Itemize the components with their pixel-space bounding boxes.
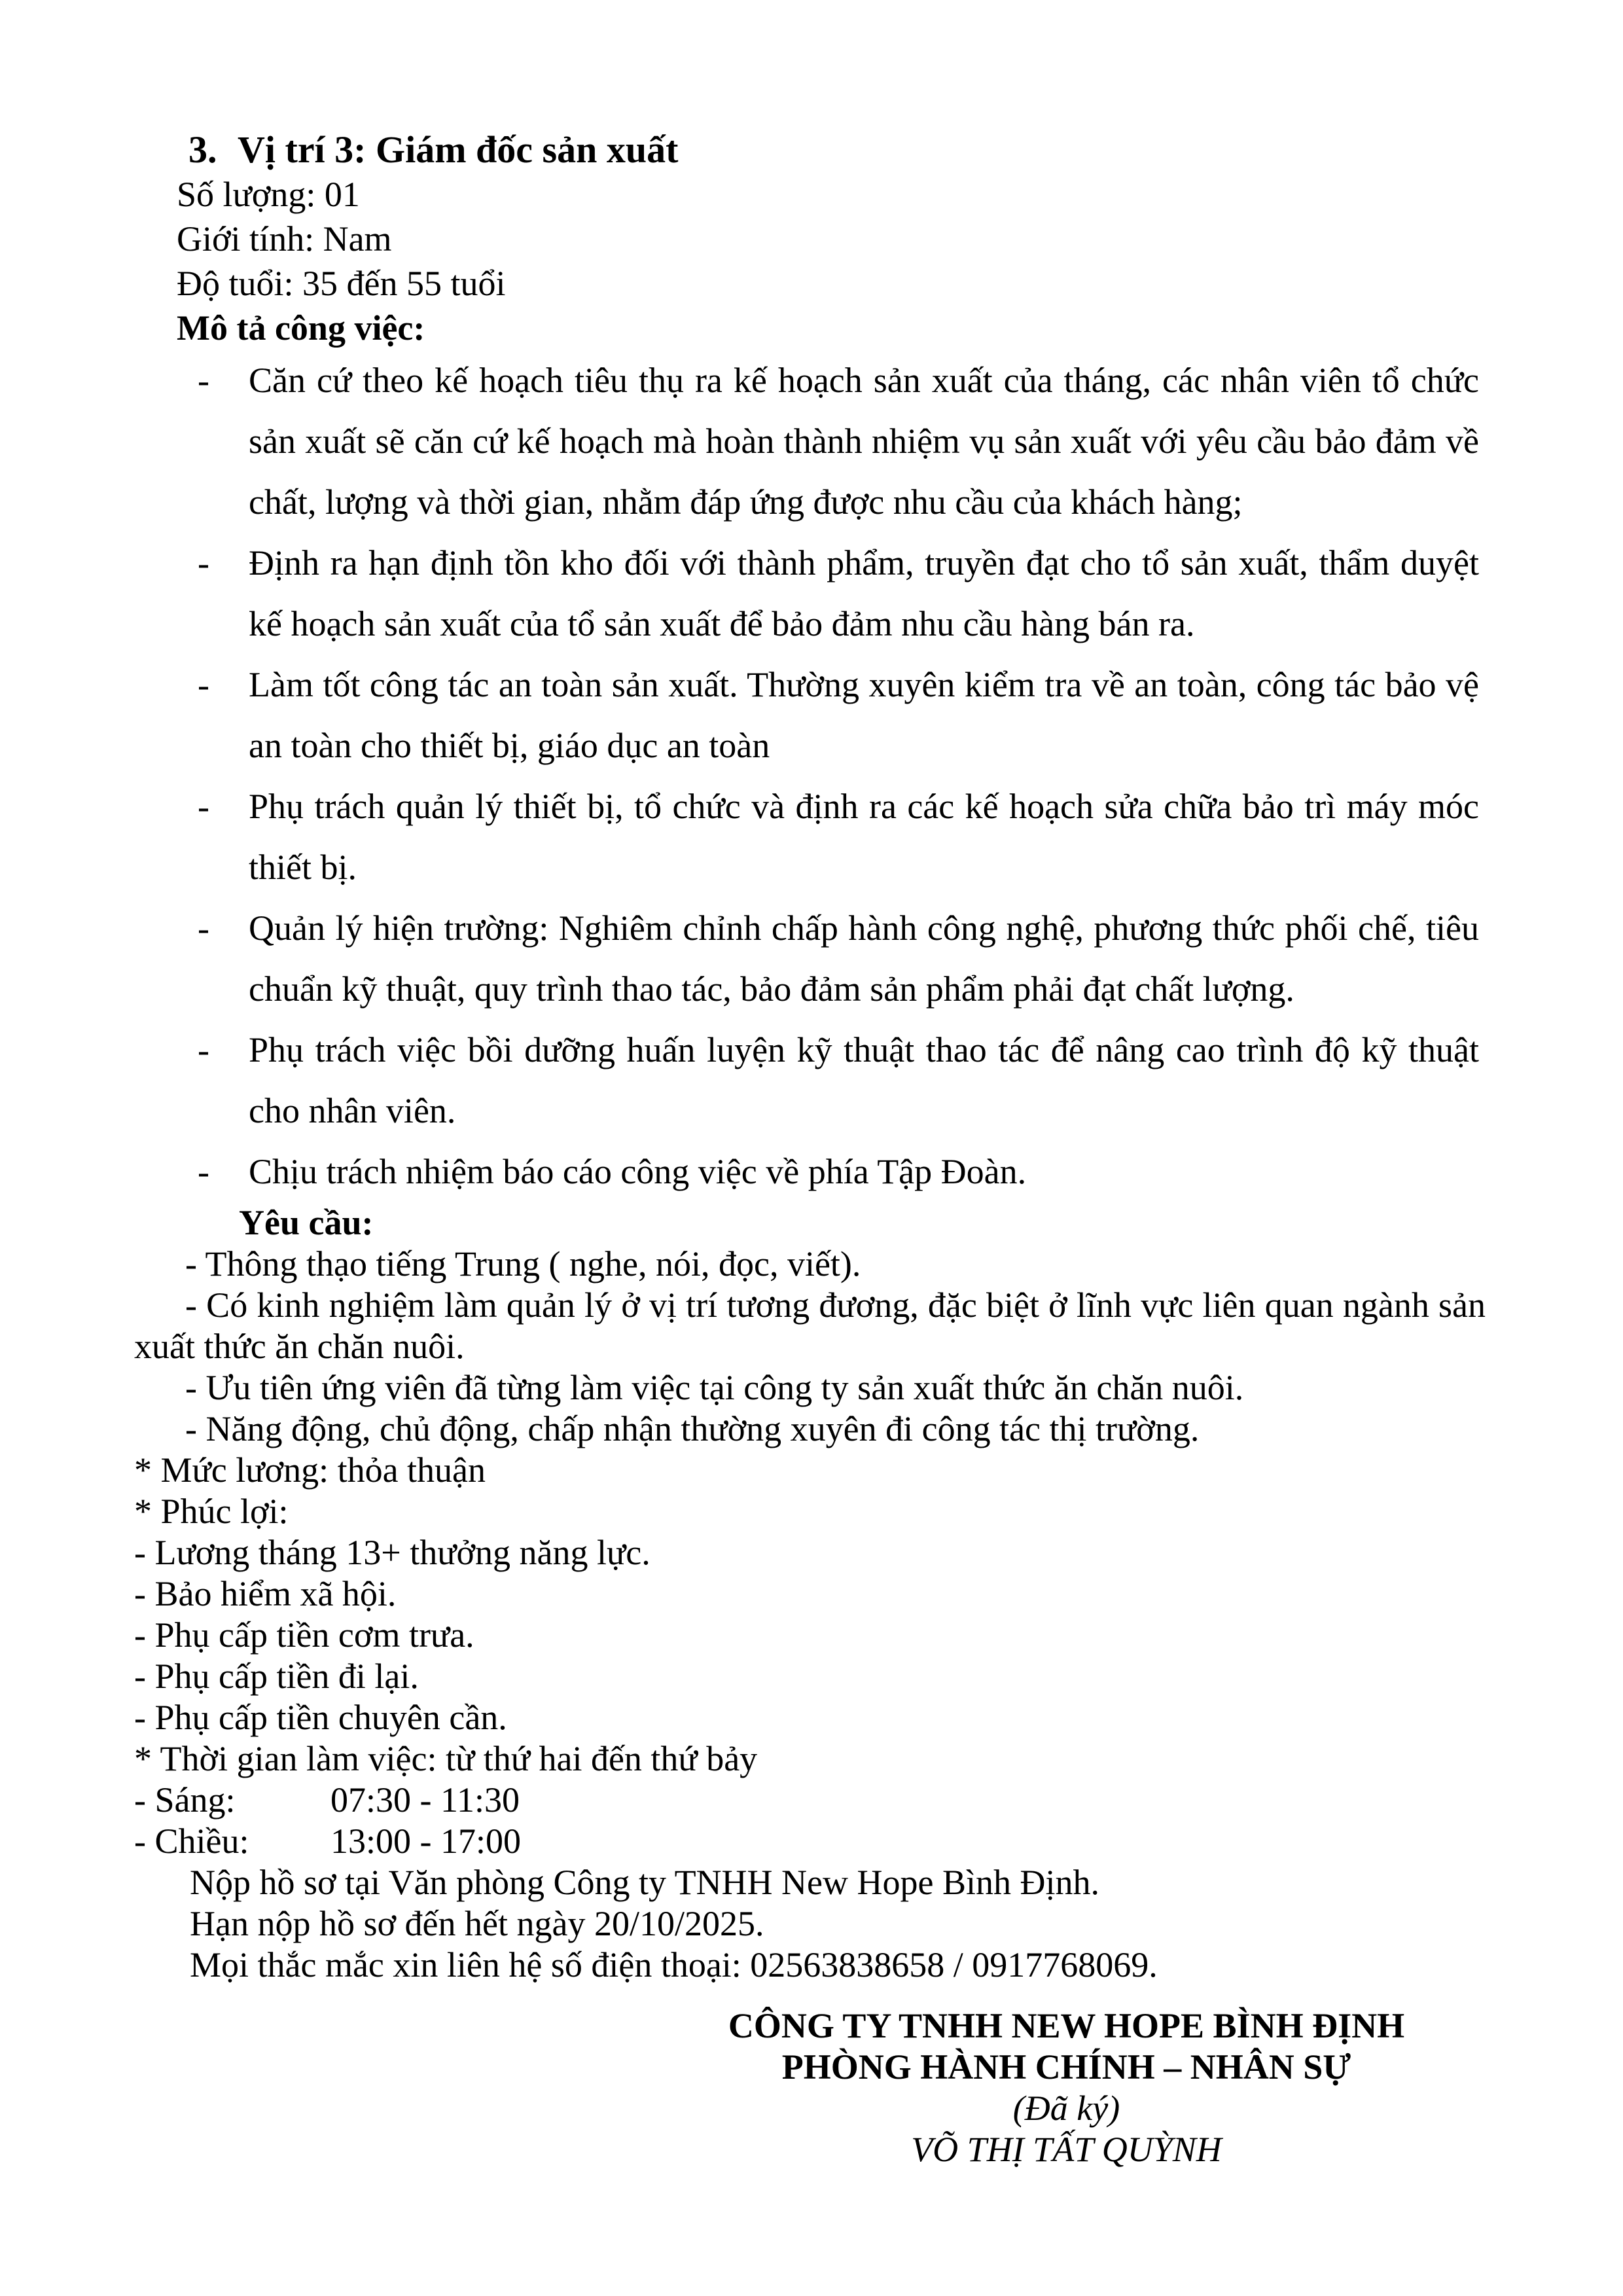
job-description-item	[198, 1141, 1479, 1202]
morning-label: - Sáng:	[134, 1780, 236, 1820]
benefits-heading: * Phúc lợi:	[134, 1492, 289, 1531]
signature-signer-name: VÕ THỊ TẤT QUỲNH	[911, 2130, 1222, 2169]
job-description-item	[198, 898, 1479, 1020]
afternoon-hours: 13:00 - 17:00	[330, 1821, 521, 1861]
job-description-item-text: Định ra hạn định tồn kho đối với thành phẩm, truyền đạt cho tổ sản xuất, thẩm duyệt kế hoạch sản xuất của tổ sản xuất để bảo đảm nhu cầu hàng bán ra.	[249, 543, 1479, 643]
age-line: Độ tuổi: 35 đến 55 tuổi	[177, 264, 506, 303]
application-contact-line: Mọi thắc mắc xin liên hệ số điện thoại: 02563838658 / 0917768069.	[190, 1945, 1158, 1984]
dash-bullet-icon: -	[198, 1030, 209, 1069]
application-deadline-line: Hạn nộp hồ sơ đến hết ngày 20/10/2025.	[190, 1904, 764, 1943]
dash-bullet-icon: -	[198, 787, 209, 826]
position-title	[188, 128, 1486, 172]
signature-signed-note: (Đã ký)	[1012, 2089, 1120, 2128]
gender-line: Giới tính: Nam	[177, 219, 392, 259]
position-header-section	[134, 128, 1486, 350]
dash-bullet-icon: -	[198, 908, 209, 948]
requirement-item: - Có kinh nghiệm làm quản lý ở vị trí tương đương, đặc biệt ở lĩnh vực liên quan ngành sản xuất thức ăn chăn nuôi.	[134, 1285, 1486, 1366]
job-description-item-text: Chịu trách nhiệm báo cáo công việc về phía Tập Đoàn.	[249, 1152, 1027, 1191]
working-time-heading: * Thời gian làm việc: từ thứ hai đến thứ bảy	[134, 1739, 758, 1778]
application-submit-line: Nộp hồ sơ tại Văn phòng Công ty TNHH New Hope Bình Định.	[190, 1863, 1099, 1902]
benefit-item: - Phụ cấp tiền cơm trưa.	[134, 1615, 474, 1655]
working-time-morning	[134, 1780, 1486, 1821]
job-description-item	[198, 1020, 1479, 1141]
job-description-item-text: Làm tốt công tác an toàn sản xuất. Thường xuyên kiểm tra về an toàn, công tác bảo vệ an toàn cho thiết bị, giáo dục an toàn	[249, 665, 1479, 765]
working-time-afternoon	[134, 1821, 1486, 1862]
job-description-heading: Mô tả công việc:	[177, 308, 425, 348]
requirement-item: - Năng động, chủ động, chấp nhận thường xuyên đi công tác thị trường.	[185, 1409, 1200, 1448]
job-description-item	[198, 655, 1479, 776]
salary-line: * Mức lương: thỏa thuận	[134, 1450, 486, 1490]
job-description-item-text: Phụ trách quản lý thiết bị, tổ chức và định ra các kế hoạch sửa chữa bảo trì máy móc thiết bị.	[249, 787, 1479, 887]
position-title-text: Vị trí 3: Giám đốc sản xuất	[238, 128, 679, 171]
job-description-item-text: Quản lý hiện trường: Nghiêm chỉnh chấp hành công nghệ, phương thức phối chế, tiêu chuẩn kỹ thuật, quy trình thao tác, bảo đảm sản phẩm phải đạt chất lượng.	[249, 908, 1479, 1009]
requirement-item: - Thông thạo tiếng Trung ( nghe, nói, đọc, viết).	[185, 1244, 861, 1283]
dash-bullet-icon: -	[198, 665, 209, 704]
dash-bullet-icon: -	[198, 361, 209, 400]
job-description-item	[198, 350, 1479, 533]
requirements-heading: Yêu cầu:	[239, 1203, 374, 1242]
signature-company: CÔNG TY TNHH NEW HOPE BÌNH ĐỊNH	[728, 2006, 1405, 2045]
benefit-item: - Phụ cấp tiền chuyên cần.	[134, 1698, 507, 1737]
job-description-item-text: Phụ trách việc bồi dưỡng huấn luyện kỹ thuật thao tác để nâng cao trình độ kỹ thuật cho nhân viên.	[249, 1030, 1479, 1130]
position-number: 3.	[188, 128, 217, 171]
signature-department: PHÒNG HÀNH CHÍNH – NHÂN SỰ	[781, 2047, 1351, 2087]
benefit-item: - Lương tháng 13+ thưởng năng lực.	[134, 1533, 651, 1572]
job-description-item	[198, 533, 1479, 655]
morning-hours: 07:30 - 11:30	[330, 1780, 520, 1820]
afternoon-label: - Chiều:	[134, 1821, 249, 1861]
dash-bullet-icon: -	[198, 543, 209, 583]
dash-bullet-icon: -	[198, 1152, 209, 1191]
job-description-list	[198, 350, 1479, 1202]
requirement-item: - Ưu tiên ứng viên đã từng làm việc tại công ty sản xuất thức ăn chăn nuôi.	[185, 1368, 1244, 1407]
job-description-item	[198, 776, 1479, 898]
signature-block	[134, 2005, 1486, 2170]
benefit-item: - Bảo hiểm xã hội.	[134, 1574, 397, 1613]
job-description-item-text: Căn cứ theo kế hoạch tiêu thụ ra kế hoạch sản xuất của tháng, các nhân viên tổ chức sản xuất sẽ căn cứ kế hoạch mà hoàn thành nhiệm vụ sản xuất với yêu cầu bảo đảm về chất, lượng và thời gian, nhằm đáp ứng được nhu cầu của khách hàng;	[249, 361, 1479, 522]
quantity-line: Số lượng: 01	[177, 175, 360, 214]
benefit-item: - Phụ cấp tiền đi lại.	[134, 1657, 419, 1696]
